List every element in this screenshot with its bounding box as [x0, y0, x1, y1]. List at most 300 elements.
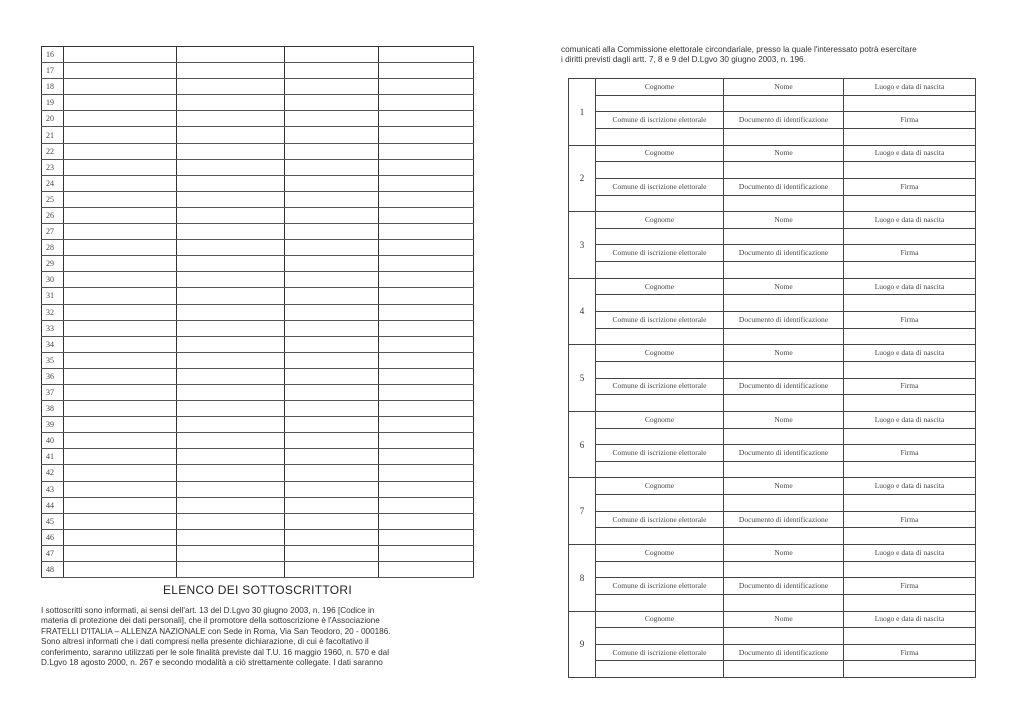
row-number: 42 — [42, 465, 64, 481]
grid-cell[interactable] — [177, 175, 285, 191]
grid-cell[interactable] — [64, 384, 177, 400]
privacy-notice — [41, 606, 463, 668]
grid-cell[interactable] — [177, 288, 285, 304]
grid-row — [42, 497, 474, 513]
nome-field[interactable] — [724, 561, 844, 578]
grid-cell[interactable] — [379, 111, 474, 127]
grid-cell[interactable] — [64, 240, 177, 256]
luogo-label: Luogo e data di nascita — [844, 411, 976, 428]
grid-cell[interactable] — [64, 352, 177, 368]
nome-field[interactable] — [724, 162, 844, 179]
grid-cell[interactable] — [379, 191, 474, 207]
grid-cell[interactable] — [177, 481, 285, 497]
grid-row — [42, 256, 474, 272]
nome-field[interactable] — [724, 361, 844, 378]
documento-label: Documento di identificazione — [724, 644, 844, 661]
row-number: 17 — [42, 63, 64, 79]
cognome-field[interactable] — [596, 95, 724, 112]
luogo-field[interactable] — [844, 95, 976, 112]
luogo-label: Luogo e data di nascita — [844, 278, 976, 295]
comune-field[interactable] — [596, 528, 724, 545]
grid-cell[interactable] — [64, 63, 177, 79]
nome-label: Nome — [724, 212, 844, 229]
row-number: 22 — [42, 143, 64, 159]
grid-cell[interactable] — [64, 256, 177, 272]
nome-field[interactable] — [724, 495, 844, 512]
grid-cell[interactable] — [285, 63, 379, 79]
cognome-field[interactable] — [596, 561, 724, 578]
grid-cell[interactable] — [64, 545, 177, 561]
nome-label: Nome — [724, 411, 844, 428]
cognome-field[interactable] — [596, 628, 724, 645]
documento-label: Documento di identificazione — [724, 378, 844, 395]
grid-cell[interactable] — [285, 207, 379, 223]
documento-field[interactable] — [724, 262, 844, 279]
grid-row — [42, 175, 474, 191]
grid-cell[interactable] — [177, 497, 285, 513]
row-number: 29 — [42, 256, 64, 272]
comune-label: Comune di iscrizione elettorale — [596, 112, 724, 129]
grid-row — [42, 288, 474, 304]
luogo-field[interactable] — [844, 162, 976, 179]
grid-row — [42, 111, 474, 127]
grid-cell[interactable] — [285, 224, 379, 240]
signer-input-row — [569, 528, 976, 545]
signer-input-row — [569, 628, 976, 645]
luogo-label: Luogo e data di nascita — [844, 212, 976, 229]
grid-cell[interactable] — [177, 401, 285, 417]
grid-cell[interactable] — [285, 111, 379, 127]
firma-label: Firma — [844, 511, 976, 528]
grid-cell[interactable] — [379, 465, 474, 481]
firma-field[interactable] — [844, 528, 976, 545]
grid-cell[interactable] — [64, 288, 177, 304]
documento-field[interactable] — [724, 461, 844, 478]
documento-label: Documento di identificazione — [724, 245, 844, 262]
cognome-label: Cognome — [596, 345, 724, 362]
signer-header-row — [569, 345, 976, 362]
grid-cell[interactable] — [285, 384, 379, 400]
grid-cell[interactable] — [285, 95, 379, 111]
grid-cell[interactable] — [177, 368, 285, 384]
grid-cell[interactable] — [177, 143, 285, 159]
row-number: 40 — [42, 433, 64, 449]
row-number: 39 — [42, 417, 64, 433]
grid-cell[interactable] — [64, 159, 177, 175]
signer-number: 1 — [569, 79, 596, 146]
signer-input-row — [569, 428, 976, 445]
comune-label: Comune di iscrizione elettorale — [596, 378, 724, 395]
nome-label: Nome — [724, 79, 844, 96]
nome-field[interactable] — [724, 228, 844, 245]
grid-cell[interactable] — [285, 433, 379, 449]
grid-cell[interactable] — [285, 256, 379, 272]
cognome-label: Cognome — [596, 611, 724, 628]
grid-cell[interactable] — [177, 352, 285, 368]
signer-header-row — [569, 112, 976, 129]
firma-field[interactable] — [844, 262, 976, 279]
grid-cell[interactable] — [64, 449, 177, 465]
comune-field[interactable] — [596, 328, 724, 345]
grid-cell[interactable] — [64, 433, 177, 449]
luogo-label: Luogo e data di nascita — [844, 611, 976, 628]
grid-cell[interactable] — [177, 95, 285, 111]
row-number: 38 — [42, 401, 64, 417]
grid-row — [42, 368, 474, 384]
comune-field[interactable] — [596, 661, 724, 678]
cognome-label: Cognome — [596, 79, 724, 96]
grid-cell[interactable] — [177, 79, 285, 95]
row-number: 18 — [42, 79, 64, 95]
documento-field[interactable] — [724, 528, 844, 545]
grid-cell[interactable] — [64, 127, 177, 143]
firma-field[interactable] — [844, 128, 976, 145]
grid-cell[interactable] — [285, 465, 379, 481]
luogo-field[interactable] — [844, 561, 976, 578]
grid-cell[interactable] — [64, 224, 177, 240]
grid-cell[interactable] — [64, 111, 177, 127]
right-page — [512, 0, 1024, 723]
documento-field[interactable] — [724, 195, 844, 212]
documento-field[interactable] — [724, 128, 844, 145]
row-number: 20 — [42, 111, 64, 127]
grid-cell[interactable] — [379, 175, 474, 191]
grid-cell[interactable] — [177, 320, 285, 336]
grid-cell[interactable] — [177, 562, 285, 578]
firma-label: Firma — [844, 445, 976, 462]
documento-label: Documento di identificazione — [724, 112, 844, 129]
grid-cell[interactable] — [379, 497, 474, 513]
grid-cell[interactable] — [379, 224, 474, 240]
cognome-field[interactable] — [596, 295, 724, 312]
grid-cell[interactable] — [379, 159, 474, 175]
grid-cell[interactable] — [177, 336, 285, 352]
grid-cell[interactable] — [64, 320, 177, 336]
grid-cell[interactable] — [285, 175, 379, 191]
grid-cell[interactable] — [177, 207, 285, 223]
grid-row — [42, 513, 474, 529]
grid-row — [42, 481, 474, 497]
nome-label: Nome — [724, 145, 844, 162]
grid-cell[interactable] — [285, 545, 379, 561]
grid-cell[interactable] — [285, 159, 379, 175]
grid-cell[interactable] — [64, 529, 177, 545]
grid-cell[interactable] — [285, 79, 379, 95]
grid-cell[interactable] — [285, 47, 379, 63]
grid-cell[interactable] — [379, 47, 474, 63]
grid-cell[interactable] — [379, 529, 474, 545]
luogo-label: Luogo e data di nascita — [844, 544, 976, 561]
grid-cell[interactable] — [64, 465, 177, 481]
nome-field[interactable] — [724, 95, 844, 112]
signer-input-row — [569, 328, 976, 345]
nome-label: Nome — [724, 478, 844, 495]
grid-cell[interactable] — [285, 529, 379, 545]
signer-number: 2 — [569, 145, 596, 212]
grid-cell[interactable] — [64, 417, 177, 433]
nome-label: Nome — [724, 345, 844, 362]
signer-header-row — [569, 245, 976, 262]
grid-cell[interactable] — [285, 336, 379, 352]
row-number: 48 — [42, 562, 64, 578]
grid-cell[interactable] — [379, 127, 474, 143]
grid-cell[interactable] — [177, 63, 285, 79]
grid-cell[interactable] — [177, 256, 285, 272]
signer-input-row — [569, 561, 976, 578]
grid-cell[interactable] — [64, 207, 177, 223]
cognome-field[interactable] — [596, 428, 724, 445]
signer-input-row — [569, 162, 976, 179]
grid-cell[interactable] — [177, 449, 285, 465]
signer-header-row — [569, 611, 976, 628]
comune-label: Comune di iscrizione elettorale — [596, 511, 724, 528]
firma-label: Firma — [844, 644, 976, 661]
grid-row — [42, 272, 474, 288]
documento-label: Documento di identificazione — [724, 445, 844, 462]
grid-cell[interactable] — [64, 143, 177, 159]
grid-cell[interactable] — [64, 513, 177, 529]
grid-cell[interactable] — [177, 127, 285, 143]
grid-cell[interactable] — [285, 191, 379, 207]
grid-cell[interactable] — [64, 47, 177, 63]
grid-row — [42, 79, 474, 95]
documento-field[interactable] — [724, 661, 844, 678]
grid-cell[interactable] — [64, 191, 177, 207]
documento-label: Documento di identificazione — [724, 578, 844, 595]
nome-field[interactable] — [724, 628, 844, 645]
luogo-field[interactable] — [844, 361, 976, 378]
signer-header-row — [569, 145, 976, 162]
grid-cell[interactable] — [379, 240, 474, 256]
grid-cell[interactable] — [177, 545, 285, 561]
cognome-field[interactable] — [596, 361, 724, 378]
grid-row — [42, 562, 474, 578]
signer-input-row — [569, 195, 976, 212]
luogo-field[interactable] — [844, 628, 976, 645]
documento-field[interactable] — [724, 395, 844, 412]
luogo-field[interactable] — [844, 495, 976, 512]
signer-header-row — [569, 544, 976, 561]
grid-cell[interactable] — [285, 497, 379, 513]
grid-cell[interactable] — [285, 240, 379, 256]
documento-label: Documento di identificazione — [724, 178, 844, 195]
row-number: 37 — [42, 384, 64, 400]
row-number: 26 — [42, 207, 64, 223]
luogo-field[interactable] — [844, 228, 976, 245]
grid-cell[interactable] — [285, 481, 379, 497]
grid-cell[interactable] — [177, 465, 285, 481]
grid-cell[interactable] — [379, 384, 474, 400]
grid-cell[interactable] — [379, 417, 474, 433]
comune-field[interactable] — [596, 195, 724, 212]
grid-cell[interactable] — [379, 449, 474, 465]
grid-cell[interactable] — [379, 288, 474, 304]
grid-cell[interactable] — [379, 79, 474, 95]
grid-cell[interactable] — [64, 497, 177, 513]
grid-cell[interactable] — [177, 240, 285, 256]
cognome-label: Cognome — [596, 544, 724, 561]
grid-cell[interactable] — [177, 433, 285, 449]
notice-line: conferimento, saranno utilizzati per le sole finalità previste dal T.U. 16 maggio 1960, n. 570 e dal — [41, 647, 390, 657]
row-number: 36 — [42, 368, 64, 384]
firma-field[interactable] — [844, 594, 976, 611]
grid-cell[interactable] — [64, 95, 177, 111]
grid-cell[interactable] — [285, 449, 379, 465]
grid-cell[interactable] — [64, 368, 177, 384]
grid-cell[interactable] — [379, 368, 474, 384]
notice-line: FRATELLI D'ITALIA – ALLENZA NAZIONALE con Sede in Roma, Via San Teodoro, 20 - 000186. — [41, 626, 391, 636]
grid-row — [42, 207, 474, 223]
cognome-label: Cognome — [596, 278, 724, 295]
grid-cell[interactable] — [177, 191, 285, 207]
grid-cell[interactable] — [64, 304, 177, 320]
grid-row — [42, 47, 474, 63]
cognome-field[interactable] — [596, 162, 724, 179]
firma-field[interactable] — [844, 661, 976, 678]
documento-field[interactable] — [724, 594, 844, 611]
grid-cell[interactable] — [379, 433, 474, 449]
grid-cell[interactable] — [379, 545, 474, 561]
grid-cell[interactable] — [379, 95, 474, 111]
comune-label: Comune di iscrizione elettorale — [596, 445, 724, 462]
grid-cell[interactable] — [379, 304, 474, 320]
cognome-field[interactable] — [596, 228, 724, 245]
grid-cell[interactable] — [285, 143, 379, 159]
luogo-field[interactable] — [844, 295, 976, 312]
grid-cell[interactable] — [285, 368, 379, 384]
grid-cell[interactable] — [379, 401, 474, 417]
grid-row — [42, 417, 474, 433]
grid-cell[interactable] — [64, 79, 177, 95]
grid-row — [42, 352, 474, 368]
grid-cell[interactable] — [379, 320, 474, 336]
documento-label: Documento di identificazione — [724, 511, 844, 528]
grid-cell[interactable] — [64, 272, 177, 288]
notice-line: materia di protezione dei dati personali], che il promotore della sottoscrizione è l'Associazione — [41, 616, 380, 626]
comune-label: Comune di iscrizione elettorale — [596, 178, 724, 195]
firma-field[interactable] — [844, 195, 976, 212]
luogo-field[interactable] — [844, 428, 976, 445]
signer-input-row — [569, 495, 976, 512]
grid-cell[interactable] — [379, 562, 474, 578]
grid-cell[interactable] — [379, 336, 474, 352]
grid-cell[interactable] — [177, 384, 285, 400]
grid-cell[interactable] — [285, 127, 379, 143]
grid-cell[interactable] — [285, 562, 379, 578]
grid-cell[interactable] — [64, 562, 177, 578]
grid-row — [42, 433, 474, 449]
grid-cell[interactable] — [285, 304, 379, 320]
grid-cell[interactable] — [285, 401, 379, 417]
signer-input-row — [569, 361, 976, 378]
firma-field[interactable] — [844, 395, 976, 412]
cognome-field[interactable] — [596, 495, 724, 512]
cognome-label: Cognome — [596, 212, 724, 229]
grid-cell[interactable] — [379, 481, 474, 497]
grid-cell[interactable] — [379, 207, 474, 223]
row-number: 25 — [42, 191, 64, 207]
nome-field[interactable] — [724, 295, 844, 312]
grid-row — [42, 449, 474, 465]
grid-cell[interactable] — [177, 111, 285, 127]
row-number: 28 — [42, 240, 64, 256]
grid-cell[interactable] — [177, 272, 285, 288]
grid-cell[interactable] — [379, 63, 474, 79]
grid-cell[interactable] — [285, 513, 379, 529]
comune-label: Comune di iscrizione elettorale — [596, 644, 724, 661]
signer-input-row — [569, 262, 976, 279]
signer-number: 6 — [569, 411, 596, 478]
grid-row — [42, 159, 474, 175]
grid-row — [42, 127, 474, 143]
grid-cell[interactable] — [285, 417, 379, 433]
row-number: 35 — [42, 352, 64, 368]
firma-field[interactable] — [844, 328, 976, 345]
comune-field[interactable] — [596, 128, 724, 145]
grid-cell[interactable] — [64, 175, 177, 191]
comune-label: Comune di iscrizione elettorale — [596, 578, 724, 595]
firma-label: Firma — [844, 378, 976, 395]
firma-field[interactable] — [844, 461, 976, 478]
cognome-label: Cognome — [596, 478, 724, 495]
nome-field[interactable] — [724, 428, 844, 445]
grid-cell[interactable] — [64, 401, 177, 417]
grid-cell[interactable] — [285, 272, 379, 288]
documento-field[interactable] — [724, 328, 844, 345]
signer-header-row — [569, 478, 976, 495]
signer-header-row — [569, 278, 976, 295]
signer-number: 4 — [569, 278, 596, 345]
grid-cell[interactable] — [285, 352, 379, 368]
signer-input-row — [569, 228, 976, 245]
grid-cell[interactable] — [379, 143, 474, 159]
grid-cell[interactable] — [177, 304, 285, 320]
grid-cell[interactable] — [379, 256, 474, 272]
signer-number: 3 — [569, 212, 596, 279]
grid-row — [42, 465, 474, 481]
luogo-label: Luogo e data di nascita — [844, 145, 976, 162]
row-number: 33 — [42, 320, 64, 336]
grid-cell[interactable] — [177, 417, 285, 433]
signatories-grid — [41, 46, 474, 578]
signer-header-row — [569, 445, 976, 462]
grid-cell[interactable] — [285, 320, 379, 336]
comune-field[interactable] — [596, 262, 724, 279]
comune-field[interactable] — [596, 461, 724, 478]
row-number: 19 — [42, 95, 64, 111]
comune-field[interactable] — [596, 594, 724, 611]
grid-cell[interactable] — [379, 352, 474, 368]
comune-field[interactable] — [596, 395, 724, 412]
grid-cell[interactable] — [177, 529, 285, 545]
grid-cell[interactable] — [64, 481, 177, 497]
signer-input-row — [569, 128, 976, 145]
grid-cell[interactable] — [64, 336, 177, 352]
grid-cell[interactable] — [177, 513, 285, 529]
grid-cell[interactable] — [177, 47, 285, 63]
grid-cell[interactable] — [379, 272, 474, 288]
grid-cell[interactable] — [177, 224, 285, 240]
signer-input-row — [569, 594, 976, 611]
row-number: 34 — [42, 336, 64, 352]
notice-line: Sono altresì informati che i dati compresi nella presente dichiarazione, di cui è facoltativo il — [41, 637, 369, 647]
privacy-notice-continued — [561, 45, 981, 65]
grid-cell[interactable] — [379, 513, 474, 529]
signer-number: 9 — [569, 611, 596, 678]
grid-cell[interactable] — [177, 159, 285, 175]
grid-cell[interactable] — [285, 288, 379, 304]
cognome-label: Cognome — [596, 411, 724, 428]
